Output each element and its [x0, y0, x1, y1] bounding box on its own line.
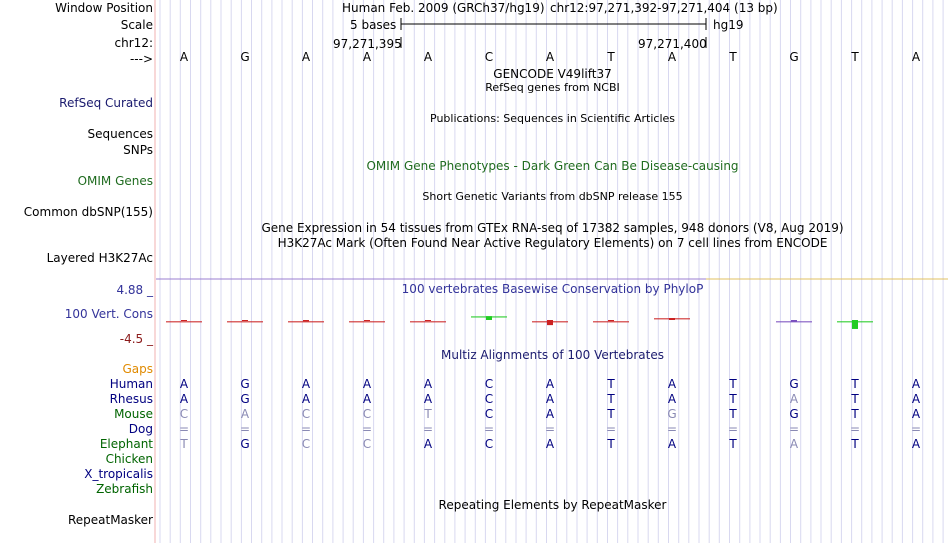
species-label[interactable]: Mouse: [114, 407, 153, 421]
gencode-title[interactable]: GENCODE V49lift37: [493, 67, 612, 81]
strand-label: --->: [129, 52, 153, 66]
aligned-base: T: [424, 407, 432, 421]
aligned-base: G: [240, 437, 250, 451]
chrom-label: chr12:: [114, 36, 153, 50]
dbsnp-title[interactable]: Short Genetic Variants from dbSNP release 155: [422, 190, 683, 203]
aligned-base: C: [301, 437, 311, 451]
phylop-bar: [547, 320, 553, 325]
reference-base: T: [851, 50, 859, 64]
aligned-base: =: [910, 422, 922, 436]
sequences-label[interactable]: Sequences: [87, 127, 153, 141]
aligned-base: C: [484, 377, 494, 391]
aligned-base: A: [911, 437, 921, 451]
aligned-base: C: [362, 407, 372, 421]
h3k27ac-label[interactable]: Layered H3K27Ac: [46, 251, 153, 265]
aligned-base: G: [240, 377, 250, 391]
omim-title[interactable]: OMIM Gene Phenotypes - Dark Green Can Be Disease-causing: [366, 159, 739, 173]
assembly-text: Human Feb. 2009 (GRCh37/hg19): [342, 1, 545, 15]
phylop-bar: [669, 318, 675, 320]
aligned-base: A: [240, 407, 250, 421]
aligned-base: =: [483, 422, 495, 436]
aligned-base: C: [301, 407, 311, 421]
aligned-base: A: [179, 377, 189, 391]
snps-label[interactable]: SNPs: [123, 143, 153, 157]
aligned-base: =: [178, 422, 190, 436]
aligned-base: =: [605, 422, 617, 436]
h3k27ac-title[interactable]: H3K27Ac Mark (Often Found Near Active Regulatory Elements) on 7 cell lines from ENCODE: [277, 236, 828, 250]
reference-base: G: [789, 50, 799, 64]
phylop-title[interactable]: 100 vertebrates Basewise Conservation by PhyloP: [401, 282, 704, 296]
aligned-base: =: [666, 422, 678, 436]
aligned-base: A: [545, 392, 555, 406]
scale-label: Scale: [120, 18, 153, 32]
aligned-base: A: [667, 392, 677, 406]
gaps-label[interactable]: Gaps: [122, 362, 153, 376]
species-label[interactable]: Elephant: [99, 437, 153, 451]
aligned-base: A: [667, 437, 677, 451]
species-label[interactable]: Human: [109, 377, 153, 391]
gtex-title[interactable]: Gene Expression in 54 tissues from GTEx RNA-seq of 17382 samples, 948 donors (V8, Aug 2019): [261, 221, 844, 235]
reference-base: A: [911, 50, 921, 64]
repeat-title[interactable]: Repeating Elements by RepeatMasker: [438, 498, 667, 512]
phylop-bar: [852, 320, 858, 329]
aligned-base: T: [851, 377, 859, 391]
aligned-base: A: [423, 392, 433, 406]
aligned-base: A: [301, 377, 311, 391]
aligned-base: C: [484, 407, 494, 421]
dbsnp-label[interactable]: Common dbSNP(155): [23, 205, 153, 219]
scale-text: 5 bases: [350, 18, 397, 32]
aligned-base: A: [423, 437, 433, 451]
refseq-label[interactable]: RefSeq Curated: [59, 96, 153, 110]
phylop-bar: [425, 320, 431, 321]
aligned-base: =: [300, 422, 312, 436]
aligned-base: C: [362, 437, 372, 451]
reference-base: A: [362, 50, 372, 64]
aligned-base: C: [484, 392, 494, 406]
aligned-base: G: [667, 407, 677, 421]
aligned-base: =: [727, 422, 739, 436]
aligned-base: G: [240, 392, 250, 406]
aligned-base: T: [607, 407, 615, 421]
aligned-base: T: [851, 392, 859, 406]
aligned-base: A: [911, 377, 921, 391]
aligned-base: A: [301, 392, 311, 406]
window-position-label: Window Position: [55, 1, 153, 15]
aligned-base: A: [545, 377, 555, 391]
coord-left: 97,271,395: [333, 37, 402, 51]
reference-base: T: [729, 50, 737, 64]
aligned-base: A: [667, 377, 677, 391]
aligned-base: T: [729, 407, 737, 421]
reference-base: C: [484, 50, 494, 64]
phylop-bar: [486, 316, 492, 320]
coord-right: 97,271,400: [638, 37, 707, 51]
publications-title[interactable]: Publications: Sequences in Scientific Articles: [430, 112, 675, 125]
aligned-base: A: [545, 437, 555, 451]
aligned-base: A: [362, 392, 372, 406]
aligned-base: =: [239, 422, 251, 436]
aligned-base: T: [851, 437, 859, 451]
aligned-base: =: [422, 422, 434, 436]
aligned-base: G: [789, 377, 799, 391]
phylop-bar: [166, 321, 202, 323]
aligned-base: C: [179, 407, 189, 421]
aligned-base: =: [544, 422, 556, 436]
phylop-bar: [242, 320, 248, 321]
phylop-min-label: -4.5 _: [119, 332, 153, 346]
reference-base: A: [545, 50, 555, 64]
phylop-bar: [608, 320, 614, 321]
aligned-base: T: [607, 377, 615, 391]
phylop-bar: [410, 321, 446, 323]
aligned-base: C: [484, 437, 494, 451]
reference-base: A: [667, 50, 677, 64]
reference-base: T: [607, 50, 615, 64]
aligned-base: A: [545, 407, 555, 421]
aligned-base: =: [849, 422, 861, 436]
species-label[interactable]: Dog: [128, 422, 153, 436]
aligned-base: T: [607, 392, 615, 406]
phylop-bar: [791, 320, 797, 322]
phylop-bar: [349, 321, 385, 323]
phylop-bar: [181, 320, 187, 321]
reference-base: A: [423, 50, 433, 64]
reference-base: G: [240, 50, 250, 64]
phylop-bar: [227, 321, 263, 323]
omim-label[interactable]: OMIM Genes: [77, 174, 153, 188]
phylop-bar: [364, 320, 370, 321]
aligned-base: =: [361, 422, 373, 436]
refseq-subtitle[interactable]: RefSeq genes from NCBI: [485, 81, 620, 94]
phylop-bar: [303, 320, 309, 322]
aligned-base: =: [788, 422, 800, 436]
aligned-base: A: [911, 407, 921, 421]
aligned-base: A: [362, 377, 372, 391]
species-label[interactable]: Chicken: [105, 452, 153, 466]
reference-base: A: [301, 50, 311, 64]
aligned-base: T: [180, 437, 188, 451]
aligned-base: A: [423, 377, 433, 391]
aligned-base: A: [179, 392, 189, 406]
species-label[interactable]: X_tropicalis: [84, 467, 153, 481]
aligned-base: T: [729, 377, 737, 391]
scale-db: hg19: [713, 18, 744, 32]
species-label[interactable]: Zebrafish: [96, 482, 153, 496]
reference-base: A: [179, 50, 189, 64]
phylop-label[interactable]: 100 Vert. Cons: [64, 307, 153, 321]
aligned-base: T: [729, 392, 737, 406]
aligned-base: T: [851, 407, 859, 421]
aligned-base: T: [607, 437, 615, 451]
position-text[interactable]: chr12:97,271,392-97,271,404 (13 bp): [550, 1, 778, 15]
species-label[interactable]: Rhesus: [109, 392, 153, 406]
aligned-base: G: [789, 407, 799, 421]
aligned-base: A: [789, 437, 799, 451]
repeat-label[interactable]: RepeatMasker: [67, 513, 153, 527]
aligned-base: T: [729, 437, 737, 451]
multiz-title[interactable]: Multiz Alignments of 100 Vertebrates: [440, 348, 665, 362]
aligned-base: A: [789, 392, 799, 406]
phylop-max-label: 4.88 _: [116, 283, 153, 297]
aligned-base: A: [911, 392, 921, 406]
